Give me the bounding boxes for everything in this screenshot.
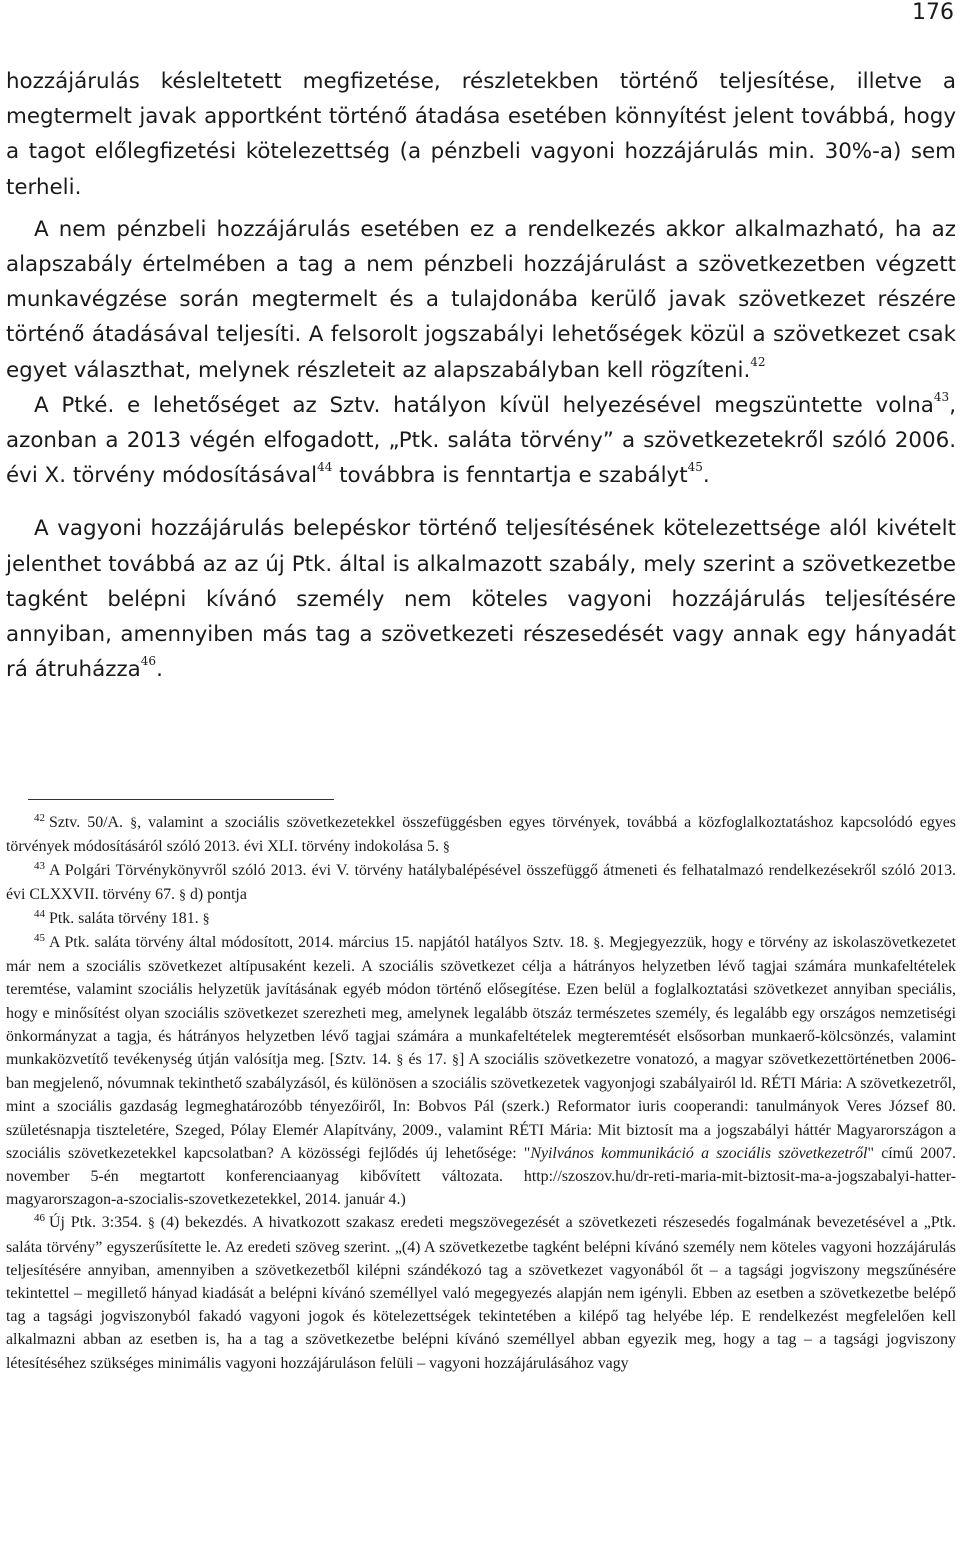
footnote-text: , valamint a szociális szövetkezetekkel összefüggésben egyes törvények, továbbá a közfoglalkoztatáshoz kapcsolódó egyes törvények módosításáról szóló 2013. évi XLI. törvény indokolása 5.	[6, 814, 956, 856]
footnote-text: . Megjegyezzük, hogy e törvény az iskolaszövetkezetet már nem a szociális szövetkezet altípusaként kezeli. A szociális szövetkezet célja a hátrányos helyzetben lévő tagjai számára munkafeltételek teremtése, valamint szociális helyzetük javításának egyéb módon történő elősegítése. Ezen belül a foglalkoztatási szövetkezet annyiban speciális, hogy e minősítést olyan szociális szövetkezet szerezheti meg, amelynek legalább ötszáz természetes személy, és legalább egy országos nemzetiségi önkormányzat a tagja, és hátrányos helyzetben lévő tagjai számára a munkafeltételek megteremtését elsősorban munkaerő-kölcsönzés, valamint munkaközvetítő tevékenység útján valósítja meg. [Sztv. 14.	[6, 934, 956, 1069]
footnote-text: A Polgári Törvénykönyvről szóló 2013. évi V. törvény hatálybalépésével összefüggő átmeneti és felhatalmazó rendelkezésekről szóló 2013. évi CLXXVII. törvény 67.	[6, 862, 956, 903]
footnote-number: 46	[34, 1212, 45, 1225]
footnote-42	[6, 811, 956, 859]
paragraph-4	[6, 511, 956, 687]
section-mark: §	[179, 887, 186, 903]
footnote-text: Sztv. 50/A.	[49, 814, 131, 831]
footnote-ref-42[interactable]: 42	[750, 354, 766, 369]
section-mark: §	[202, 911, 210, 927]
footnote-text: ] A szociális szövetkezetre vonatozó, a magyar szövetkezettörténetben 2006-ban megjelenő, nóvumnak tekinthető szabályzásól, és különösen a szociális szövetkezetek vagyonjogi szabályairól ld. RÉTI Mária: A szövetkezetről, mint a szociális gazdaság legmeghatározóbb tényezőiről, In: Bobvos Pál (szerk.) Reformator iuris cooperandi: tanulmányok Veres József 80. születésnapja tiszteletére, Szeged, Pólay Elemér Alapítvány, 2009., valamint RÉTI Mária: Mit biztosít ma a jogszabályi háttér Magyarországon a szociális szövetkezetekkel kapcsolatban? A közösségi fejlődés új lehetősége: "	[6, 1051, 956, 1162]
footnote-text: (4) bekezdés. A hivatkozott szakasz eredeti megszövegezését a szövetkezeti részesedés fogalmának bevezetésével a „Ptk. saláta törvény” egyszerűsítette le. Az eredeti szöveg szerint. „(4) A szövetkezetbe tagként belépni kívánó személy nem köteles vagyoni hozzájárulás teljesítésére annyiban, amennyiben a szövetkezetből kilépni szándékozó tag a szövetkezet vagyonából őt – a tagsági jogviszony megszűnésére tekintettel – megillető hányad kiadását a belépni kívánó személlyel való megegyezés alapján nem igényli. Ebben az esetben a szövetkezetbe belépő tag a tagsági jogviszonyból fakadó vagyoni jogok és kötelezettségek tekintetében a kilépő tag helyébe lép. E rendelkezést megfelelően kell alkalmazni abban az esetben is, ha a tag a szövetkezetbe belépni kívánó személlyel abban egyezik meg, hogy a tag – a tagsági jogviszony létesítéséhez szükséges minimális vagyoni hozzájáruláson felüli – vagyoni hozzájárulásához vagy	[6, 1214, 956, 1372]
footnote-text: Új Ptk. 3:354.	[49, 1214, 148, 1232]
footnote-ref-44[interactable]: 44	[317, 460, 333, 475]
paragraph-3-text-b: , azonban a 2013 végén elfogadott, „Ptk. saláta törvény” a szövetkezetekről szóló 2006. évi X. törvény módosításával	[6, 392, 956, 489]
paragraph-3	[6, 388, 956, 494]
footnote-ref-45[interactable]: 45	[687, 460, 703, 475]
footnote-43	[6, 859, 956, 906]
body-text	[6, 64, 956, 687]
footnote-number: 43	[34, 860, 45, 873]
paragraph-4-text-a: A vagyoni hozzájárulás belepéskor történő teljesítésének kötelezettsége alól kivételt jelenthet továbbá az az új Ptk. által is alkalmazott szabály, mely szerint a szövetkezetbe tagként belépni kívánó személy nem köteles vagyoni hozzájárulás teljesítésére annyiban, amennyiben más tag a szövetkezeti részesedését vagy annak egy hányadát rá átruházza	[6, 516, 956, 683]
footnotes	[6, 811, 956, 1375]
section-mark: §	[147, 1216, 155, 1232]
footnote-text: d) pontja	[186, 885, 247, 903]
section-mark: §	[396, 1053, 404, 1069]
section-mark: §	[442, 840, 450, 856]
paragraph-1: hozzájárulás késleltetett megfizetése, részletekben történő teljesítése, illetve a megtermelt javak apportként történő átadása esetében könnyítést jelent továbbá, hogy a tagot előlegfizetési kötelezettség (a pénzbeli vagyoni hozzájárulás min. 30%-a) sem terheli.	[6, 69, 956, 200]
section-mark: §	[451, 1053, 459, 1069]
section-mark: §	[130, 816, 138, 831]
footnote-text: " című 2007. november 5-én megtartott konferenciaanyag kibővített változata. http://szoszov.hu/dr-reti-maria-mit-biztosit-ma-a-jogszabalyi-hatter-magyarorszagon-a-szocialis-szovetkezetekkel, 2014. január 4.)	[6, 1144, 956, 1209]
footnote-text: Ptk. saláta törvény 181.	[49, 909, 203, 927]
footnote-ref-46[interactable]: 46	[140, 654, 157, 669]
paragraph-3-text-c: továbbra is fenntartja e szabályt	[332, 463, 688, 489]
footnote-text: A Ptk. saláta törvény által módosított, 2014. március 15. napjától hatályos Sztv. 18.	[49, 934, 594, 952]
paragraph-3-text-a: A Ptké. e lehetőséget az Sztv. hatályon kívül helyezésével megszüntette volna	[34, 392, 934, 418]
footnote-45	[6, 931, 956, 1211]
paragraph-2-text: A nem pénzbeli hozzájárulás esetében ez a rendelkezés akkor alkalmazható, ha az alapszabály értelmében a tag a nem pénzbeli hozzájárulást a szövetkezetben végzett munkavégzése során megtermelt és a tulajdonába kerülő javak szövetkezet részére történő átadásával teljesíti. A felsorolt jogszabályi lehetőségek közül a szövetkezet csak egyet választhat, melynek részleteit az alapszabályban kell rögzíteni.	[6, 216, 956, 383]
footnote-number: 45	[34, 931, 45, 944]
footnote-number: 42	[34, 811, 45, 824]
footnote-text: és 17.	[403, 1051, 452, 1069]
footnote-46	[6, 1211, 956, 1374]
paragraph-4-text-b: .	[156, 657, 163, 683]
section-mark: §	[593, 936, 601, 952]
page-number: 176	[912, 0, 954, 25]
paragraph-2	[6, 212, 956, 388]
footnote-44	[6, 907, 956, 931]
footnote-separator	[28, 799, 334, 800]
footnote-number: 44	[34, 907, 45, 920]
footnote-ref-43[interactable]: 43	[933, 389, 950, 404]
paragraph-3-text-d: .	[702, 463, 710, 489]
footnote-italic-title: Nyilvános kommunikáció a szociális szövetkezetről	[530, 1144, 868, 1162]
